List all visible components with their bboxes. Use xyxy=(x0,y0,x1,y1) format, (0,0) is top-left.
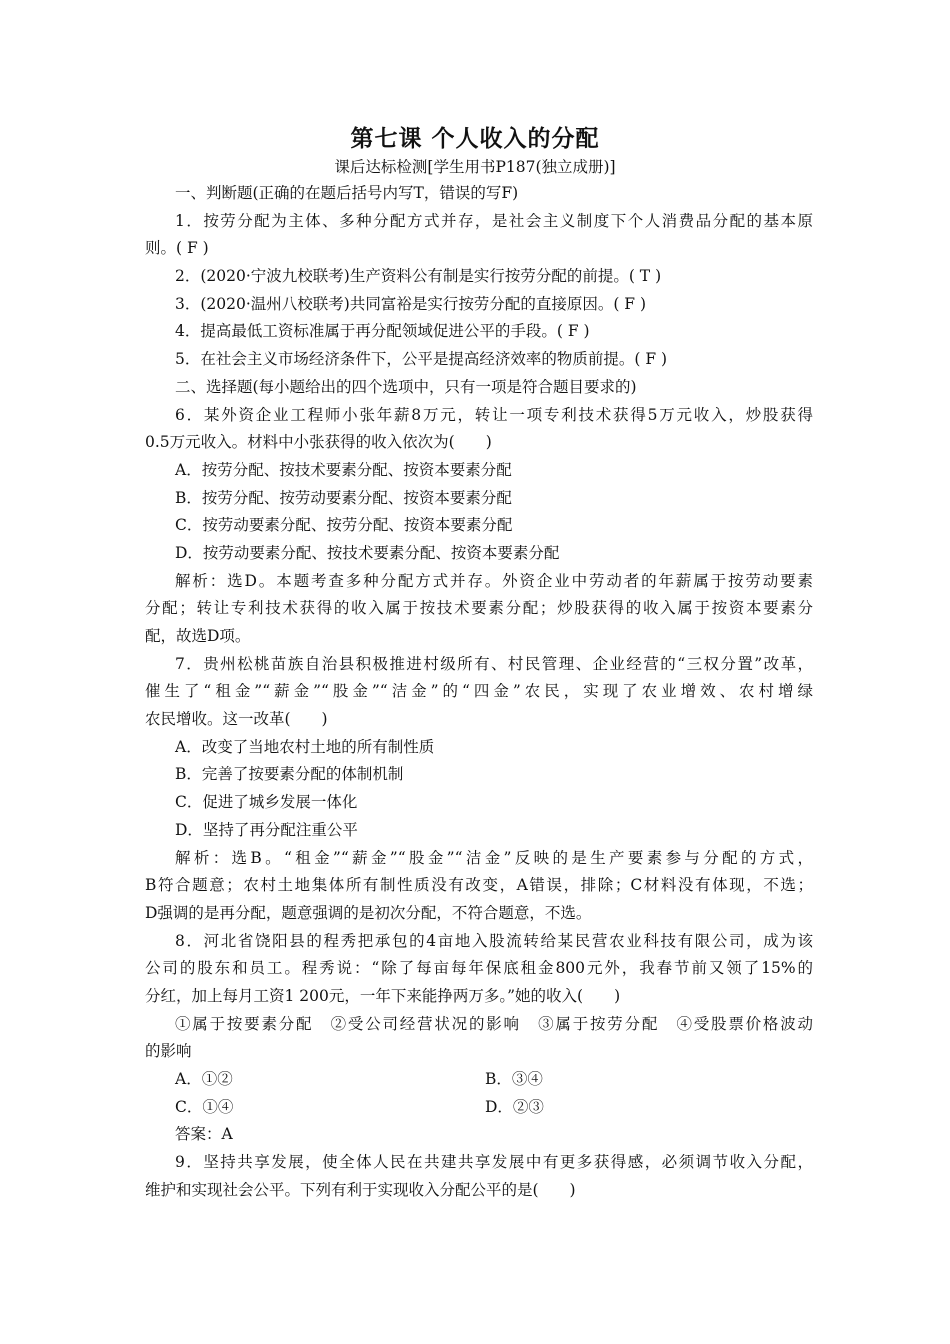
option-row xyxy=(145,1094,813,1122)
text-line: 二、选择题(每小题给出的四个选项中，只有一项是符合题目要求的) xyxy=(175,377,637,396)
document-body xyxy=(145,180,813,1204)
text-line: 5．在社会主义市场经济条件下，公平是提高经济效率的物质前提。( F ) xyxy=(175,350,668,369)
text-line: 的影响 xyxy=(145,1042,192,1061)
text-line: A．改变了当地农村土地的所有制性质 xyxy=(175,737,435,756)
text-line: 公司的股东和员工。程秀说：“除了每亩每年保底租金800元外，我春节前又领了15%的 xyxy=(145,959,813,978)
lesson-subtitle: 课后达标检测[学生用书P187(独立成册)] xyxy=(334,158,616,176)
option-left: C．①④ xyxy=(175,1097,234,1116)
text-line: B．完善了按要素分配的体制机制 xyxy=(175,765,404,784)
text-line: 1．按劳分配为主体、多种分配方式并存，是社会主义制度下个人消费品分配的基本原 xyxy=(175,211,813,230)
text-line: C．按劳动要素分配、按劳分配、按资本要素分配 xyxy=(175,516,513,535)
text-line: 6．某外资企业工程师小张年薪8万元，转让一项专利技术获得5万元收入，炒股获得 xyxy=(175,405,813,424)
text-line: D．坚持了再分配注重公平 xyxy=(175,820,358,839)
option-right: B．③④ xyxy=(485,1070,543,1088)
text-line: 催生了“租金”“薪金”“股金”“洁金”的“四金”农民，实现了农业增效、农村增绿 xyxy=(145,682,813,701)
text-line: 分配；转让专利技术获得的收入属于按技术要素分配；炒股获得的收入属于按资本要素分 xyxy=(145,599,813,618)
text-line: 3．(2020·温州八校联考)共同富裕是实行按劳分配的直接原因。( F ) xyxy=(175,294,647,313)
option-right: D．②③ xyxy=(485,1097,544,1116)
text-line: D．按劳动要素分配、按技术要素分配、按资本要素分配 xyxy=(175,543,560,562)
text-line: C．促进了城乡发展一体化 xyxy=(175,793,358,812)
text-line: 答案：A xyxy=(175,1125,233,1144)
text-line: 8．河北省饶阳县的程秀把承包的4亩地入股流转给某民营农业科技有限公司，成为该 xyxy=(175,931,813,950)
text-line: 分红，加上每月工资1 200元，一年下来能挣两万多。”她的收入( ) xyxy=(145,986,621,1005)
text-line: 农民增收。这一改革( ) xyxy=(145,710,328,729)
text-line: 维护和实现社会公平。下列有利于实现收入分配公平的是( ) xyxy=(145,1180,576,1199)
text-line: 0.5万元收入。材料中小张获得的收入依次为( ) xyxy=(145,433,492,452)
text-line: 4．提高最低工资标准属于再分配领域促进公平的手段。( F ) xyxy=(175,322,590,341)
text-line: 一、判断题(正确的在题后括号内写T，错误的写F) xyxy=(175,184,519,202)
option-row xyxy=(145,1066,813,1094)
text-line: 2．(2020·宁波九校联考)生产资料公有制是实行按劳分配的前提。( T ) xyxy=(175,267,662,286)
text-line: B．按劳分配、按劳动要素分配、按资本要素分配 xyxy=(175,488,512,507)
text-line: B符合题意；农村土地集体所有制性质没有改变，A错误，排除；C材料没有体现，不选； xyxy=(145,876,813,895)
text-line: D强调的是再分配，题意强调的是初次分配，不符合题意，不选。 xyxy=(145,903,592,922)
text-line: 解析：选B。“租金”“薪金”“股金”“洁金”反映的是生产要素参与分配的方式， xyxy=(175,848,813,867)
text-line: 7．贵州松桃苗族自治县积极推进村级所有、村民管理、企业经营的“三权分置”改革， xyxy=(175,654,813,673)
option-left: A．①② xyxy=(175,1070,233,1088)
lesson-title: 第七课 个人收入的分配 xyxy=(350,125,600,152)
text-line: 配，故选D项。 xyxy=(145,627,251,645)
text-line: 则。( F ) xyxy=(145,239,209,258)
text-line: ①属于按要素分配 ②受公司经营状况的影响 ③属于按劳分配 ④受股票价格波动 xyxy=(175,1014,813,1033)
text-line: A．按劳分配、按技术要素分配、按资本要素分配 xyxy=(175,460,512,479)
text-line: 9．坚持共享发展，使全体人民在共建共享发展中有更多获得感，必须调节收入分配， xyxy=(175,1153,813,1172)
text-line: 解析：选D。本题考查多种分配方式并存。外资企业中劳动者的年薪属于按劳动要素 xyxy=(175,571,813,590)
